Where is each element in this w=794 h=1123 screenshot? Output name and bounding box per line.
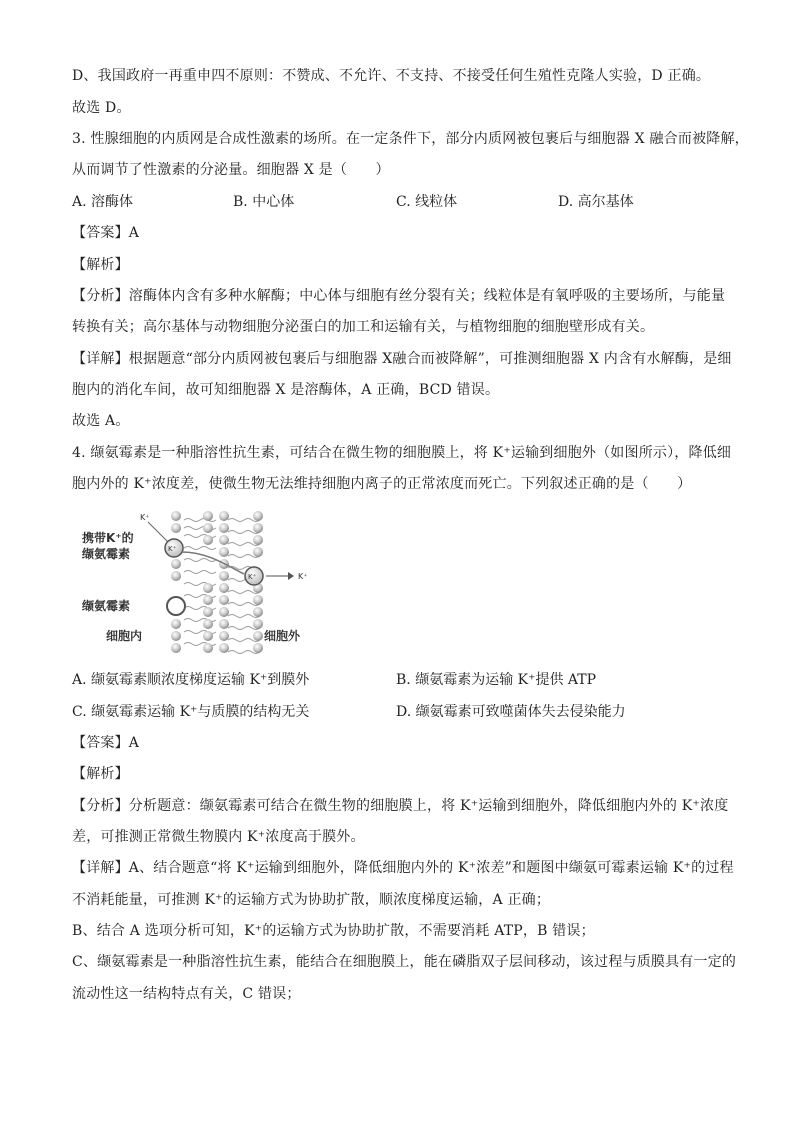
question-4-stem: 胞内外的 K⁺浓度差，使微生物无法维持细胞内离子的正常浓度而死亡。下列叙述正确的是（ ） — [72, 476, 692, 492]
arrow-head — [288, 572, 294, 580]
q3-explanation: 胞内的消化车间，故可知细胞器 X 是溶酶体，A 正确，BCD 错误。 — [72, 382, 500, 398]
label-inside-cell: 细胞内 — [106, 629, 143, 643]
q3-analysis: 【分析】溶酶体内含有多种水解酶；中心体与细胞有丝分裂有关；线粒体是有氧呼吸的主要场所，与能量 — [72, 288, 726, 304]
q4-option-c: C. 缬氨霉素运输 K⁺与质膜的结构无关 — [72, 704, 310, 720]
k-ion-label: K⁺ — [298, 572, 308, 581]
q3-analysis: 转换有关；高尔基体与动物细胞分泌蛋白的加工和运输有关，与植物细胞的细胞壁形成有关。 — [72, 319, 655, 335]
q3-option-a: A. 溶酶体 — [72, 194, 134, 210]
k-ion-label: K⁺ — [168, 545, 177, 553]
arrow-k-entry — [148, 522, 168, 542]
label-carrying-line1: 携带K⁺的 — [82, 531, 134, 545]
valinomycin-membrane-figure — [78, 506, 338, 658]
k-ion-label: K⁺ — [248, 573, 257, 581]
q4-option-b: B. 缬氨霉素为运输 K⁺提供 ATP — [396, 672, 597, 688]
text-line: D、我国政府一再重申四不原则：不赞成、不允许、不支持、不接受任何生殖性克隆人实验，D 正确。 — [72, 68, 711, 84]
q4-analysis: 【分析】分析题意：缬氨霉素可结合在微生物的细胞膜上，将 K⁺运输到细胞外，降低细胞内外的 K⁺浓度 — [72, 798, 729, 814]
q4-explanation: 【详解】A、结合题意“将 K⁺运输到细胞外，降低细胞内外的 K⁺浓差”和题图中缬氨可霉素运输 K⁺的过程 — [72, 860, 734, 876]
label-outside-cell: 细胞外 — [264, 629, 301, 643]
q4-answer: 【答案】A — [72, 735, 140, 751]
q3-option-d: D. 高尔基体 — [558, 194, 634, 210]
label-valinomycin: 缬氨霉素 — [82, 599, 131, 613]
text-line: 故选 D。 — [72, 100, 131, 116]
question-3-stem: 从而调节了性激素的分泌量。细胞器 X 是（ ） — [72, 162, 390, 178]
q4-explanation-c: C、缬氨霉素是一种脂溶性抗生素，能结合在细胞膜上，能在磷脂双子层间移动，该过程与质膜具有一定的 — [72, 954, 737, 970]
q3-option-c: C. 线粒体 — [396, 194, 458, 210]
q3-option-b: B. 中心体 — [233, 194, 295, 210]
q4-explanation-b: B、结合 A 选项分析可知，K⁺的运输方式为协助扩散，不需要消耗 ATP，B 错误； — [72, 923, 595, 939]
q4-option-d: D. 缬氨霉素可致噬菌体失去侵染能力 — [396, 704, 626, 720]
q4-explanation-c: 流动性这一结构特点有关，C 错误； — [72, 986, 301, 1002]
q4-analysis-header: 【解析】 — [72, 766, 129, 782]
q3-explanation: 【详解】根据题意“部分内质网被包裹后与细胞器 X融合而被降解”，可推测细胞器 X 内含有水解酶，是细 — [72, 351, 732, 367]
k-ion-label: K⁺ — [140, 513, 150, 522]
q3-answer: 【答案】A — [72, 225, 140, 241]
question-3-stem: 3. 性腺细胞的内质网是合成性激素的场所。在一定条件下，部分内质网被包裹后与细胞器 X 融合而被降解， — [72, 131, 749, 147]
label-carrying-line2: 缬氨霉素 — [82, 547, 131, 561]
q4-explanation: 不消耗能量，可推测 K⁺的运输方式为协助扩散，顺浓度梯度运输，A 正确； — [72, 892, 551, 908]
q3-conclusion: 故选 A。 — [72, 413, 130, 429]
q3-analysis-header: 【解析】 — [72, 257, 129, 273]
q4-option-a: A. 缬氨霉素顺浓度梯度运输 K⁺到膜外 — [72, 672, 310, 688]
question-4-stem: 4. 缬氨霉素是一种脂溶性抗生素，可结合在微生物的细胞膜上，将 K⁺运输到细胞外（如图所示），降低细 — [72, 445, 732, 461]
valinomycin-free — [167, 597, 185, 615]
q4-analysis: 差，可推测正常微生物膜内 K⁺浓度高于膜外。 — [72, 829, 365, 845]
